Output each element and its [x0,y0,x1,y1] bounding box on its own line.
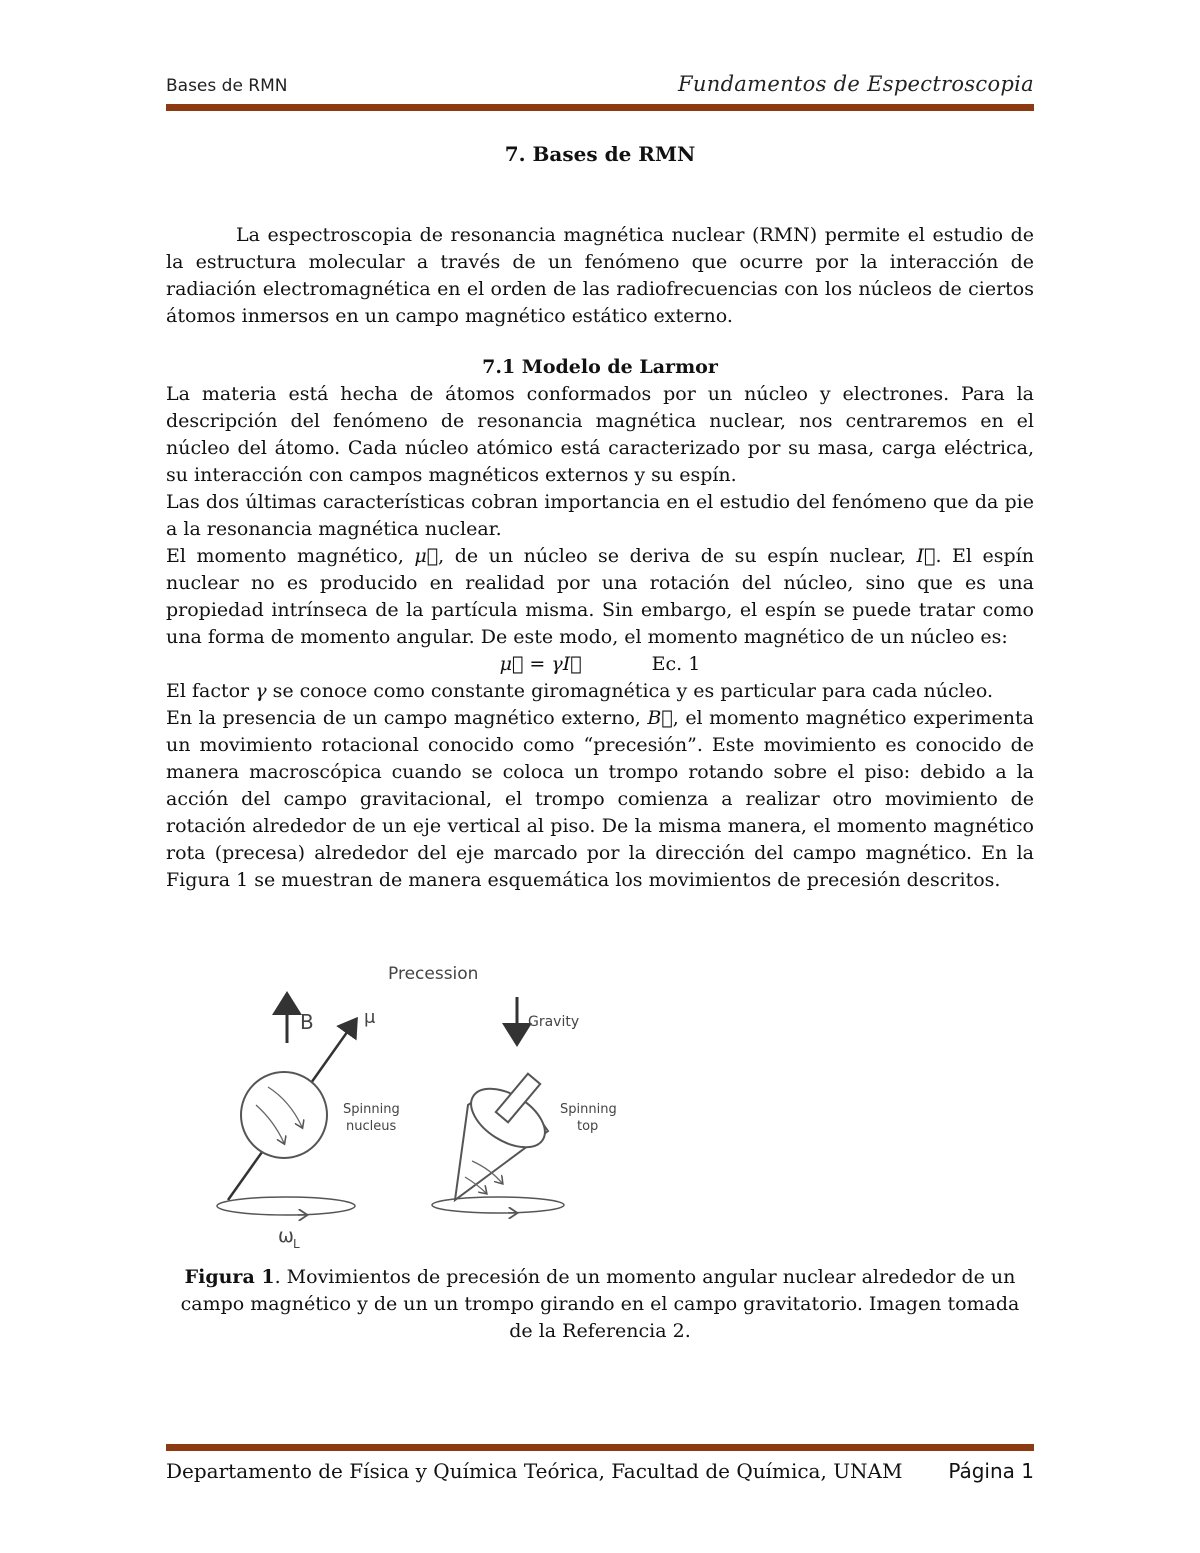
equation-1 [166,651,1034,678]
equation-label: Ec. 1 [651,653,701,675]
gamma-symbol: γ [255,680,267,702]
nucleus-label-2: nucleus [346,1119,397,1134]
footer-left: Departamento de Física y Química Teórica, Facultad de Química, UNAM [166,1459,903,1483]
omega-label: ω [278,1225,294,1247]
paragraph-4 [166,678,1034,705]
caption-label: Figura 1 [184,1266,275,1288]
b-label: B [300,1010,314,1034]
top-label-1: Spinning [560,1102,617,1117]
p3-text-a: El momento magnético, [166,545,415,567]
spin-symbol: I⃗ [916,545,936,567]
paragraph-1: La materia está hecha de átomos conformados por un núcleo y electrones. Para la descripción del fenómeno de resonancia magnética nuclear, nos centraremos en el núcleo del átomo. Cada núcleo atómico está caracterizado por su masa, carga eléctrica, su interacción con campos magnéticos externos y su espín. [166,383,1034,486]
figure-title: Precession [388,964,479,984]
p5-text-b: , el momento magnético experimenta un movimiento rotacional conocido como “precesión”. Este movimiento es conocido de manera macroscópica cuando se coloca un trompo rotando sobre el piso: debido a la acción del campo gravitacional, el trompo comienza a realizar otro movimiento de rotación alrededor de un eje vertical al piso. De la misma manera, el momento magnético rota (precesa) alrededor del eje marcado por la dirección del campo magnético. En la Figura 1 se muestran de manera esquemática los movimientos de precesión descritos. [166,707,1035,891]
b-field-symbol: B⃗ [647,707,673,729]
nucleus-precession-ellipse [217,1197,355,1215]
page-number: Página 1 [948,1459,1034,1483]
caption-text: . Movimientos de precesión de un momento angular nuclear alrededor de un campo magnético y de un un trompo girando en el campo gravitatorio. Imagen tomada de la Referencia 2. [180,1266,1020,1342]
precession-figure [210,955,650,1255]
p4-text-b: se conoce como constante giromagnética y es particular para cada núcleo. [266,680,994,702]
mu-label: μ [364,1007,376,1028]
paragraph-5 [166,705,1034,894]
header-left: Bases de RMN [166,76,288,96]
omega-subscript: L [293,1237,300,1251]
page-title: 7. Bases de RMN [504,142,696,166]
top-precession-ellipse [432,1197,564,1213]
p4-text-a: El factor [166,680,256,702]
paragraph-2: Las dos últimas características cobran importancia en el estudio del fenómeno que da pie a la resonancia magnética nuclear. [166,491,1034,540]
paragraph-3 [166,543,1034,651]
equation-formula: μ⃗ = γI⃗ [499,653,582,675]
nucleus-label-1: Spinning [343,1102,400,1117]
nucleus-sphere [241,1072,327,1158]
p5-text-a: En la presencia de un campo magnético externo, [166,707,648,729]
top-label-2: top [577,1119,599,1134]
header-right: Fundamentos de Espectroscopia [678,72,1034,96]
figure-caption [166,1264,1034,1345]
body-text [166,222,1034,894]
section-title: 7.1 Modelo de Larmor [482,356,718,378]
p3-text-c: . El espín nuclear no es producido en realidad por una rotación del núcleo, sino que es una propiedad intrínseca de la partícula misma. Sin embargo, el espín se puede tratar como una forma de momento angular. De este modo, el momento magnético de un núcleo es: [166,545,1034,648]
mu-symbol: μ⃗ [414,545,439,567]
footer-rule [166,1444,1034,1451]
header-rule [166,104,1034,111]
p3-text-b: , de un núcleo se deriva de su espín nuclear, [438,545,917,567]
gravity-label: Gravity [528,1014,580,1030]
intro-paragraph: La espectroscopia de resonancia magnética nuclear (RMN) permite el estudio de la estructura molecular a través de un fenómeno que ocurre por la interacción de radiación electromagnética en el orden de las radiofrecuencias con los núcleos de ciertos átomos inmersos en un campo magnético estático externo. [166,224,1034,327]
